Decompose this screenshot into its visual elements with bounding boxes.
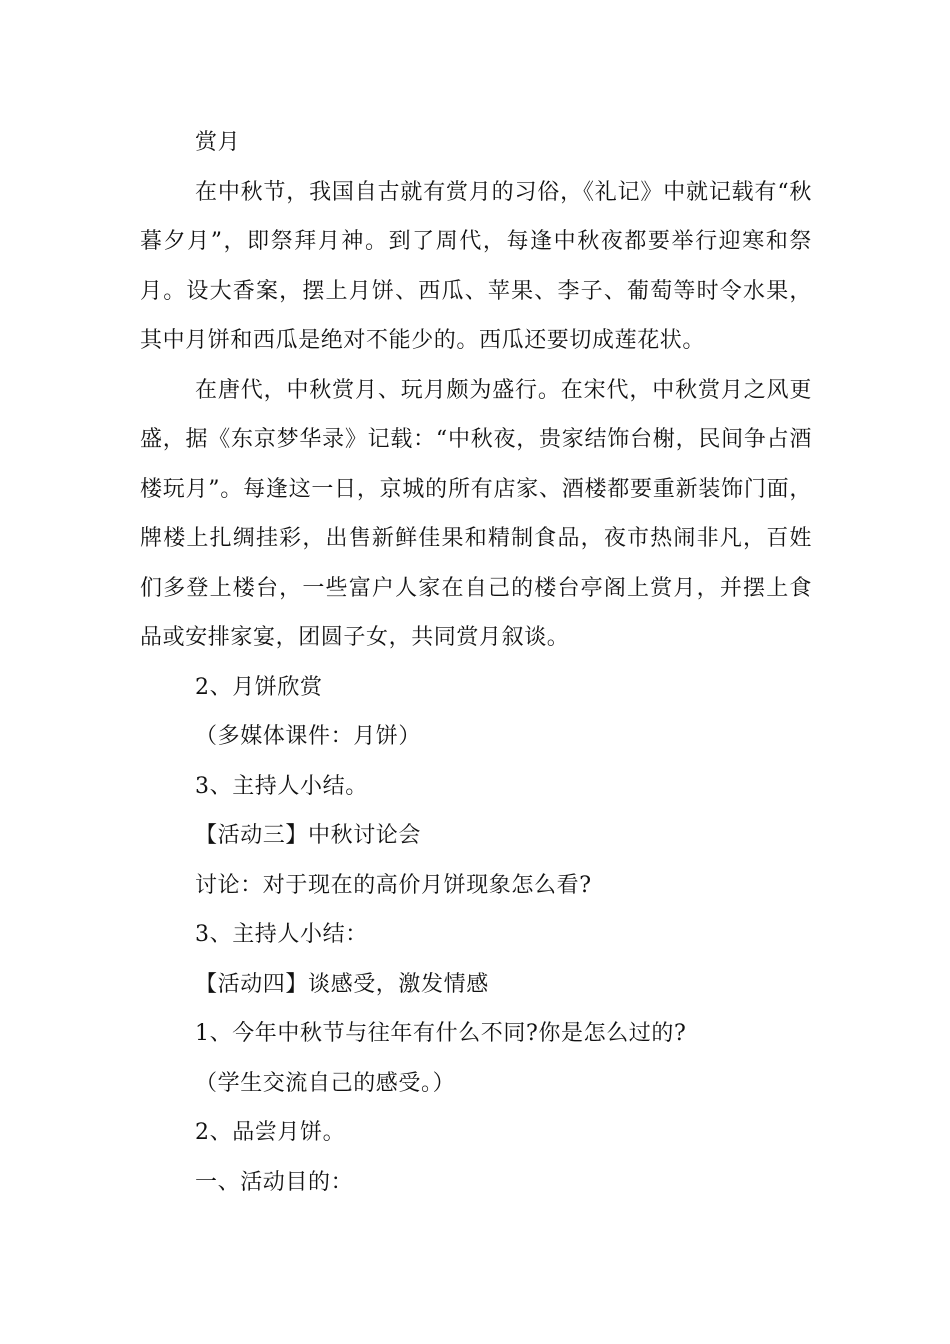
item-taste-mooncake: 2、品尝月饼。 [195, 1120, 346, 1145]
paragraph-tang-song-history: 在唐代，中秋赏月、玩月颇为盛行。在宋代，中秋赏月之风更盛，据《东京梦华录》记载：“中秋夜，贵家结饰台榭，民间争占酒楼玩月”。每逢这一日，京城的所有店家、酒楼都要重新装饰门面，牌楼上扎绸挂彩，出售新鲜佳果和精制食品，夜市热闹非凡，百姓们多登上楼台，一些富户人家在自己的楼台亭阁上赏月，并摆上食品或安排家宴，团圆子女，共同赏月叙谈。 [140, 377, 812, 650]
document-body [140, 118, 812, 1207]
item-host-summary: 3、主持人小结。 [195, 773, 368, 799]
item-student-exchange: （学生交流自己的感受。） [195, 1070, 456, 1096]
heading-activity-four: 【活动四】谈感受，激发情感 [195, 971, 489, 997]
item-multimedia-note: （多媒体课件：月饼） [195, 724, 422, 749]
heading-activity-three: 【活动三】中秋讨论会 [195, 823, 422, 848]
item-host-summary-2: 3、主持人小结： [195, 922, 368, 947]
section-title-moon-viewing: 赏月 [195, 130, 241, 155]
item-this-year-question: 1、今年中秋节与往年有什么不同?你是怎么过的? [195, 1021, 687, 1046]
heading-activity-purpose: 一、活动目的： [195, 1169, 354, 1195]
paragraph-liji-history: 在中秋节，我国自古就有赏月的习俗，《礼记》中就记载有“秋暮夕月”，即祭拜月神。到了周代，每逢中秋夜都要举行迎寒和祭月。设大香案，摆上月饼、西瓜、苹果、李子、葡萄等时令水果，其中月饼和西瓜是绝对不能少的。西瓜还要切成莲花状。 [140, 179, 812, 353]
item-mooncake-appreciation: 2、月饼欣赏 [195, 674, 323, 700]
item-discussion: 讨论：对于现在的高价月饼现象怎么看? [195, 872, 592, 898]
